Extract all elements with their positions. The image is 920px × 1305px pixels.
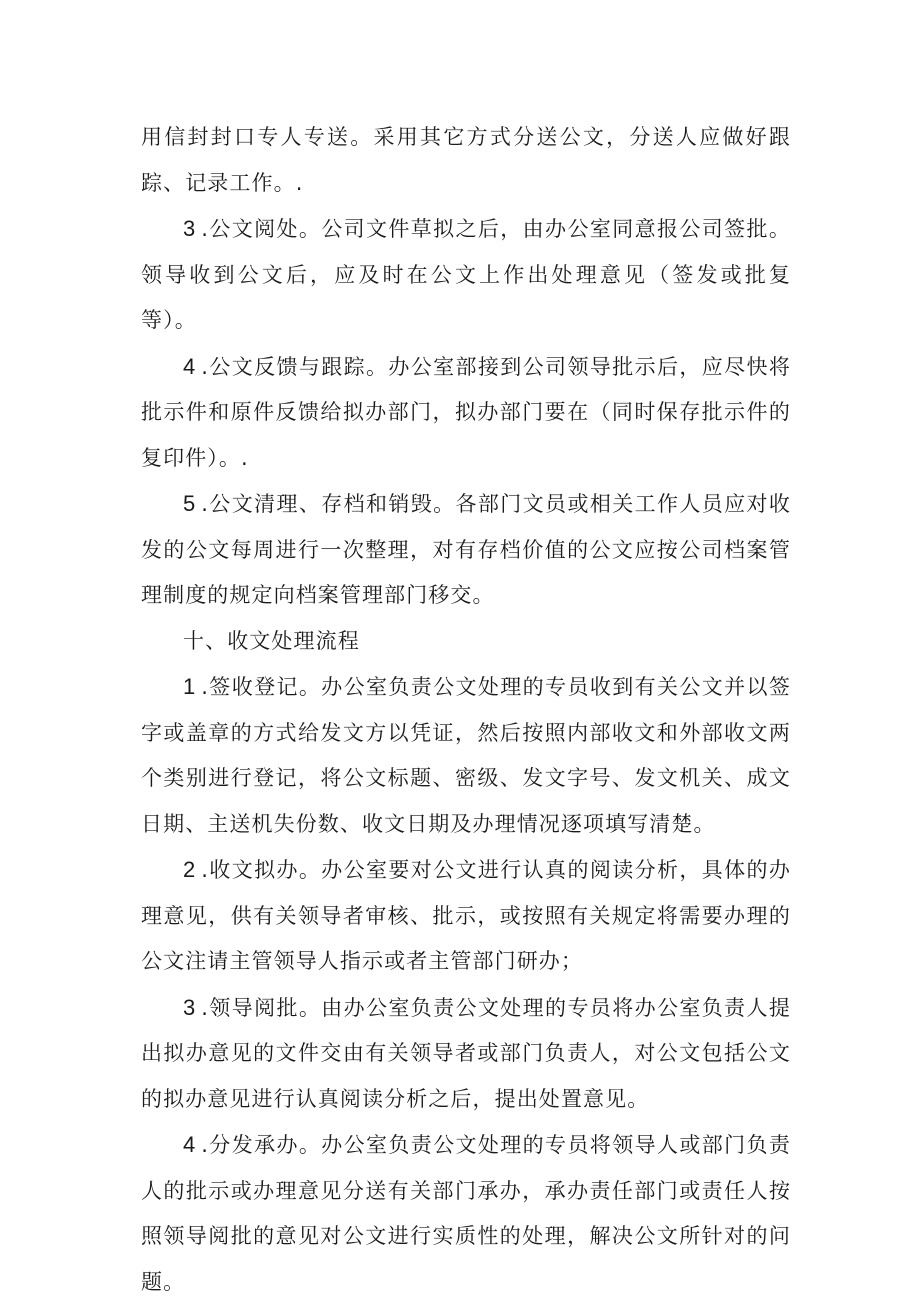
paragraph-text: .签收登记。办公室负责公文处理的专员收到有关公文并以签字或盖章的方式给发文方以凭证，然后按照内部收文和外部收文两个类别进行登记，将公文标题、密级、发文字号、发文机关、成文日期、主送机失份数、收文日期及办理情况逐项填写清楚。 [141,675,791,836]
item-number: 5 [183,491,196,516]
paragraph-cleanup-archive [141,481,791,619]
paragraph-draft-handling [141,847,791,985]
section-heading-text: 十、收文处理流程 [183,628,360,653]
paragraph-leader-review [141,985,791,1123]
paragraph-text: 用信封封口专人专送。采用其它方式分送公文，分送人应做好跟踪、记录工作。. [141,125,791,195]
paragraph-document-review [141,206,791,344]
section-heading-incoming-process [141,619,791,665]
paragraph-distribute-handle [141,1122,791,1305]
paragraph-text: .公文清理、存档和销毁。各部门文员或相关工作人员应对收发的公文每周进行一次整理，对有存档价值的公文应按公司档案管理制度的规定向档案管理部门移交。 [141,492,791,607]
item-number: 3 [183,216,196,241]
paragraph-feedback-tracking [141,344,791,482]
paragraph-text: .收文拟办。办公室要对公文进行认真的阅读分析，具体的办理意见，供有关领导者审核、批示，或按照有关规定将需要办理的公文注请主管领导人指示或者主管部门研办； [141,858,791,973]
item-number: 2 [183,857,196,882]
paragraph-text: .公文反馈与跟踪。办公室部接到公司领导批示后，应尽快将批示件和原件反馈给拟办部门，拟办部门要在（同时保存批示件的复印件）。. [141,354,791,470]
item-number: 4 [183,1132,196,1157]
document-body [141,115,791,1305]
item-number: 4 [183,353,196,379]
paragraph-text: .分发承办。办公室负责公文处理的专员将领导人或部门负责人的批示或办理意见分送有关部门承办，承办责任部门或责任人按照领导阅批的意见对公文进行实质性的处理，解决公文所针对的问题。 [141,1133,791,1294]
item-number: 3 [183,994,196,1020]
paragraph-sign-register [141,664,791,847]
paragraph-text: .公文阅处。公司文件草拟之后，由办公室同意报公司签批。领导收到公文后，应及时在公文上作出处理意见（签发或批复等）。 [141,217,791,332]
paragraph-text: .领导阅批。由办公室负责公文处理的专员将办公室负责人提出拟办意见的文件交由有关领导者或部门负责人，对公文包括公文的拟办意见进行认真阅读分析之后，提出处置意见。 [141,995,791,1111]
paragraph-delivery-continued [141,115,791,206]
item-number: 1 [183,674,196,699]
